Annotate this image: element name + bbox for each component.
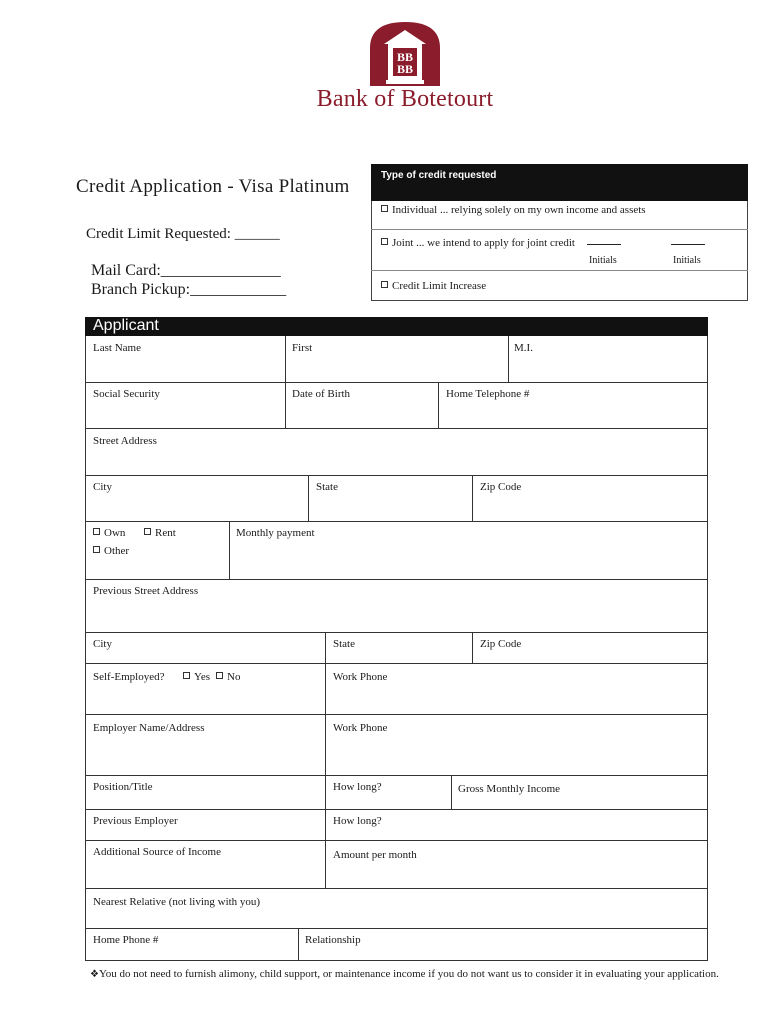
previous-zip-field[interactable]: Zip Code [480, 638, 522, 650]
previous-state-field[interactable]: State [333, 638, 355, 650]
col-divider [308, 475, 309, 521]
credit-option-increase[interactable] [371, 271, 748, 299]
checkbox-increase[interactable] [381, 281, 388, 288]
middle-initial-field[interactable]: M.I. [514, 342, 533, 354]
row-divider [85, 579, 707, 580]
dob-field[interactable]: Date of Birth [292, 388, 351, 400]
rent-option[interactable] [144, 527, 176, 539]
how-long-2-field[interactable]: How long? [333, 815, 382, 827]
checkbox-other[interactable] [93, 546, 100, 553]
state-field[interactable]: State [316, 481, 338, 493]
checkbox-individual[interactable] [381, 205, 388, 212]
monthly-payment-field[interactable]: Monthly payment [236, 527, 315, 539]
footnote [90, 967, 720, 982]
no-option[interactable] [216, 671, 240, 683]
row-divider [85, 809, 707, 810]
position-field[interactable]: Position/Title [93, 781, 153, 793]
footnote-text: You do not need to furnish alimony, child support, or maintenance income if you do not want us to consider it in evaluating your application. [98, 968, 719, 980]
self-employed-label: Self-Employed? [93, 671, 165, 683]
checkbox-own[interactable] [93, 528, 100, 535]
col-divider [508, 336, 509, 382]
credit-type-header-label: Type of credit requested [381, 170, 497, 181]
row-divider [85, 632, 707, 633]
credit-option-joint[interactable] [371, 230, 748, 271]
checkbox-yes[interactable] [183, 672, 190, 679]
form-title: Credit Application - Visa Platinum [76, 176, 350, 197]
col-divider [472, 632, 473, 663]
previous-city-field[interactable]: City [93, 638, 112, 650]
previous-street-field[interactable]: Previous Street Address [93, 585, 199, 597]
initials-line-1[interactable] [587, 244, 621, 245]
other-option[interactable] [93, 545, 129, 557]
row-divider [85, 663, 707, 664]
col-divider [325, 632, 326, 663]
street-address-field[interactable]: Street Address [93, 435, 157, 447]
checkbox-rent[interactable] [144, 528, 151, 535]
diamond-bullet-icon: ❖ [90, 969, 99, 980]
previous-employer-field[interactable]: Previous Employer [93, 815, 178, 827]
amount-per-month-field[interactable]: Amount per month [333, 849, 417, 861]
brand-name: Bank of Botetourt [316, 86, 494, 112]
col-divider [298, 928, 299, 960]
row-divider [85, 428, 707, 429]
col-divider [325, 840, 326, 888]
row-divider [85, 521, 707, 522]
individual-label: Individual ... relying solely on my own income and assets [392, 204, 646, 216]
col-divider [472, 475, 473, 521]
credit-limit-field[interactable]: Credit Limit Requested: ______ [86, 226, 280, 242]
employer-field[interactable]: Employer Name/Address [93, 722, 205, 734]
delivery-options [91, 261, 286, 299]
yes-option[interactable] [183, 671, 210, 683]
credit-option-individual[interactable] [371, 201, 748, 230]
col-divider [229, 521, 230, 579]
initials-label-2: Initials [673, 255, 701, 266]
row-divider [85, 714, 707, 715]
own-option[interactable] [93, 527, 125, 539]
city-field[interactable]: City [93, 481, 112, 493]
col-divider [285, 336, 286, 382]
home-phone-field[interactable]: Home Telephone # [446, 388, 530, 400]
branch-pickup-field[interactable]: Branch Pickup:____________ [91, 281, 287, 298]
checkbox-no[interactable] [216, 672, 223, 679]
checkbox-joint[interactable] [381, 238, 388, 245]
applicant-header [85, 317, 708, 336]
first-name-field[interactable]: First [292, 342, 313, 354]
col-divider [451, 775, 452, 809]
joint-label: Joint ... we intend to apply for joint credit [392, 237, 575, 249]
row-divider [85, 475, 707, 476]
svg-text:BB: BB [396, 50, 414, 64]
applicant-header-label: Applicant [93, 317, 159, 334]
own-label: Own [104, 527, 126, 539]
col-divider [325, 663, 326, 840]
col-divider [285, 382, 286, 428]
rent-label: Rent [155, 527, 176, 539]
row-divider [85, 928, 707, 929]
col-divider [438, 382, 439, 428]
other-label: Other [104, 545, 130, 557]
no-label: No [227, 671, 241, 683]
relative-phone-field[interactable]: Home Phone # [93, 934, 159, 946]
additional-income-field[interactable]: Additional Source of Income [93, 846, 221, 858]
nearest-relative-field[interactable]: Nearest Relative (not living with you) [93, 896, 261, 908]
initials-label-1: Initials [589, 255, 617, 266]
zip-field[interactable]: Zip Code [480, 481, 522, 493]
yes-label: Yes [194, 671, 211, 683]
credit-type-header [371, 164, 748, 201]
row-divider [85, 840, 707, 841]
gross-income-field[interactable]: Gross Monthly Income [458, 783, 561, 795]
last-name-field[interactable]: Last Name [93, 342, 141, 354]
row-divider [85, 888, 707, 889]
row-divider [85, 775, 707, 776]
work-phone-2-field[interactable]: Work Phone [333, 722, 388, 734]
mail-card-field[interactable]: Mail Card:_______________ [91, 262, 281, 279]
initials-line-2[interactable] [671, 244, 705, 245]
how-long-field[interactable]: How long? [333, 781, 382, 793]
ssn-field[interactable]: Social Security [93, 388, 160, 400]
relationship-field[interactable]: Relationship [305, 934, 361, 946]
applicant-grid [85, 336, 708, 961]
row-divider [85, 382, 707, 383]
svg-text:BB: BB [396, 62, 414, 76]
work-phone-field[interactable]: Work Phone [333, 671, 388, 683]
increase-label: Credit Limit Increase [392, 280, 487, 292]
